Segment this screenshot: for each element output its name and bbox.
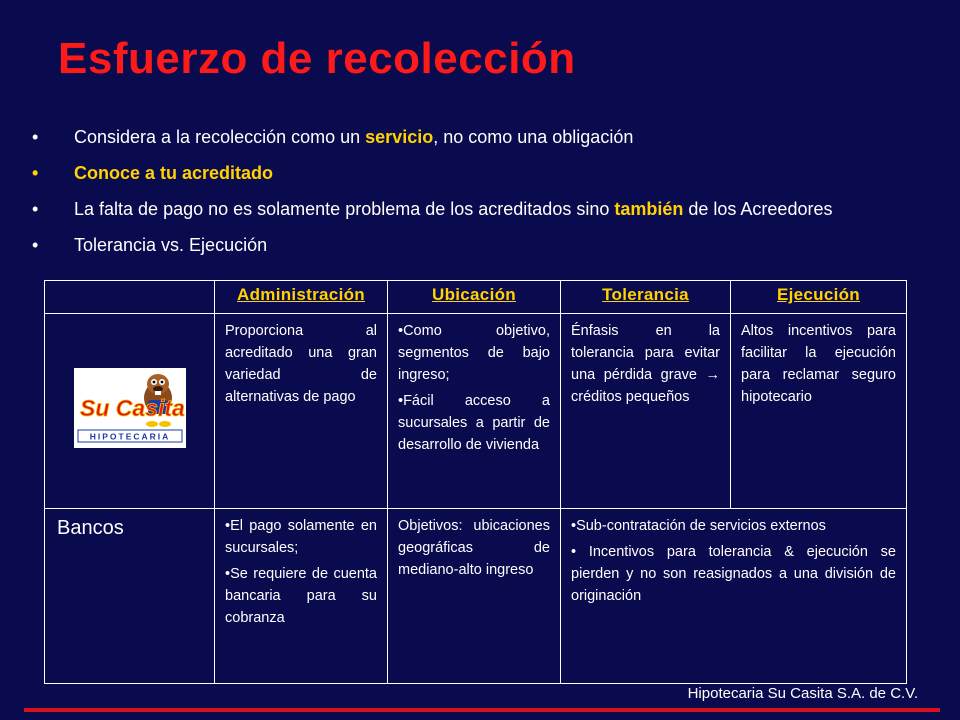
cell-text: • Incentivos para tolerancia & ejecución se pierden y no son reasignados a una división de originación bbox=[571, 544, 896, 604]
logo-text-main: Su Casita bbox=[79, 394, 185, 421]
bullet-text: Tolerancia vs. Ejecución bbox=[74, 235, 268, 255]
table-cell bbox=[731, 314, 907, 509]
column-header: Tolerancia bbox=[561, 281, 731, 314]
cell-text: Objetivos: ubicaciones geográficas de mediano-alto ingreso bbox=[398, 518, 550, 578]
su-casita-logo-cell bbox=[45, 314, 215, 509]
table-header-row bbox=[45, 281, 907, 314]
cell-text: Altos incentivos para facilitar la ejecución para reclamar seguro hipotecario bbox=[741, 323, 896, 405]
footer-divider bbox=[24, 708, 940, 712]
cell-text: •Como objetivo, segmentos de bajo ingreso; bbox=[398, 323, 550, 383]
bullet-text: Considera a la recolección como un bbox=[74, 127, 366, 147]
bullet-dot: • bbox=[32, 127, 39, 147]
bullet-highlight: también bbox=[614, 199, 684, 219]
cell-text: •Se requiere de cuenta bancaria para su cobranza bbox=[225, 566, 377, 626]
table-cell bbox=[388, 314, 561, 509]
bullet-item bbox=[32, 196, 932, 232]
su-casita-logo bbox=[74, 368, 186, 448]
table-cell bbox=[388, 509, 561, 684]
bullet-dot: • bbox=[32, 163, 39, 183]
comparison-table bbox=[44, 280, 907, 684]
cell-text: Proporciona al acreditado una gran variedad de alternativas de pago bbox=[225, 323, 377, 405]
cell-text: •El pago solamente en sucursales; bbox=[225, 518, 377, 556]
column-header: Ubicación bbox=[388, 281, 561, 314]
table-row bbox=[45, 509, 907, 684]
bullet-item bbox=[32, 160, 932, 196]
table-cell bbox=[215, 509, 388, 684]
table-cell bbox=[215, 314, 388, 509]
bullet-list bbox=[32, 124, 932, 268]
cell-text: •Sub-contratación de servicios externos bbox=[571, 518, 826, 534]
slide-title: Esfuerzo de recolección bbox=[58, 34, 576, 83]
table-row bbox=[45, 314, 907, 509]
column-header: Administración bbox=[215, 281, 388, 314]
bullet-text: , no como una obligación bbox=[433, 127, 634, 147]
table-cell bbox=[561, 509, 907, 684]
footer-company-name: Hipotecaria Su Casita S.A. de C.V. bbox=[687, 685, 918, 702]
bullet-dot: • bbox=[32, 235, 39, 255]
table-corner-cell bbox=[45, 281, 215, 314]
logo-text-sub: HIPOTECARIA bbox=[89, 431, 170, 441]
column-header: Ejecución bbox=[731, 281, 907, 314]
cell-text: •Fácil acceso a sucursales a partir de desarrollo de vivienda bbox=[398, 393, 550, 453]
bullet-highlight: servicio bbox=[365, 127, 434, 147]
bullet-item bbox=[32, 124, 932, 160]
cell-text: Énfasis en la tolerancia para evitar una pérdida grave → créditos pequeños bbox=[571, 323, 720, 405]
row-label: Bancos bbox=[45, 509, 215, 684]
bullet-text: Conoce a tu acreditado bbox=[74, 163, 274, 183]
table-cell bbox=[561, 314, 731, 509]
bullet-dot: • bbox=[32, 199, 39, 219]
bullet-text: de los Acreedores bbox=[683, 199, 833, 219]
bullet-item bbox=[32, 232, 932, 268]
bullet-text: La falta de pago no es solamente problema de los acreditados sino bbox=[74, 199, 615, 219]
